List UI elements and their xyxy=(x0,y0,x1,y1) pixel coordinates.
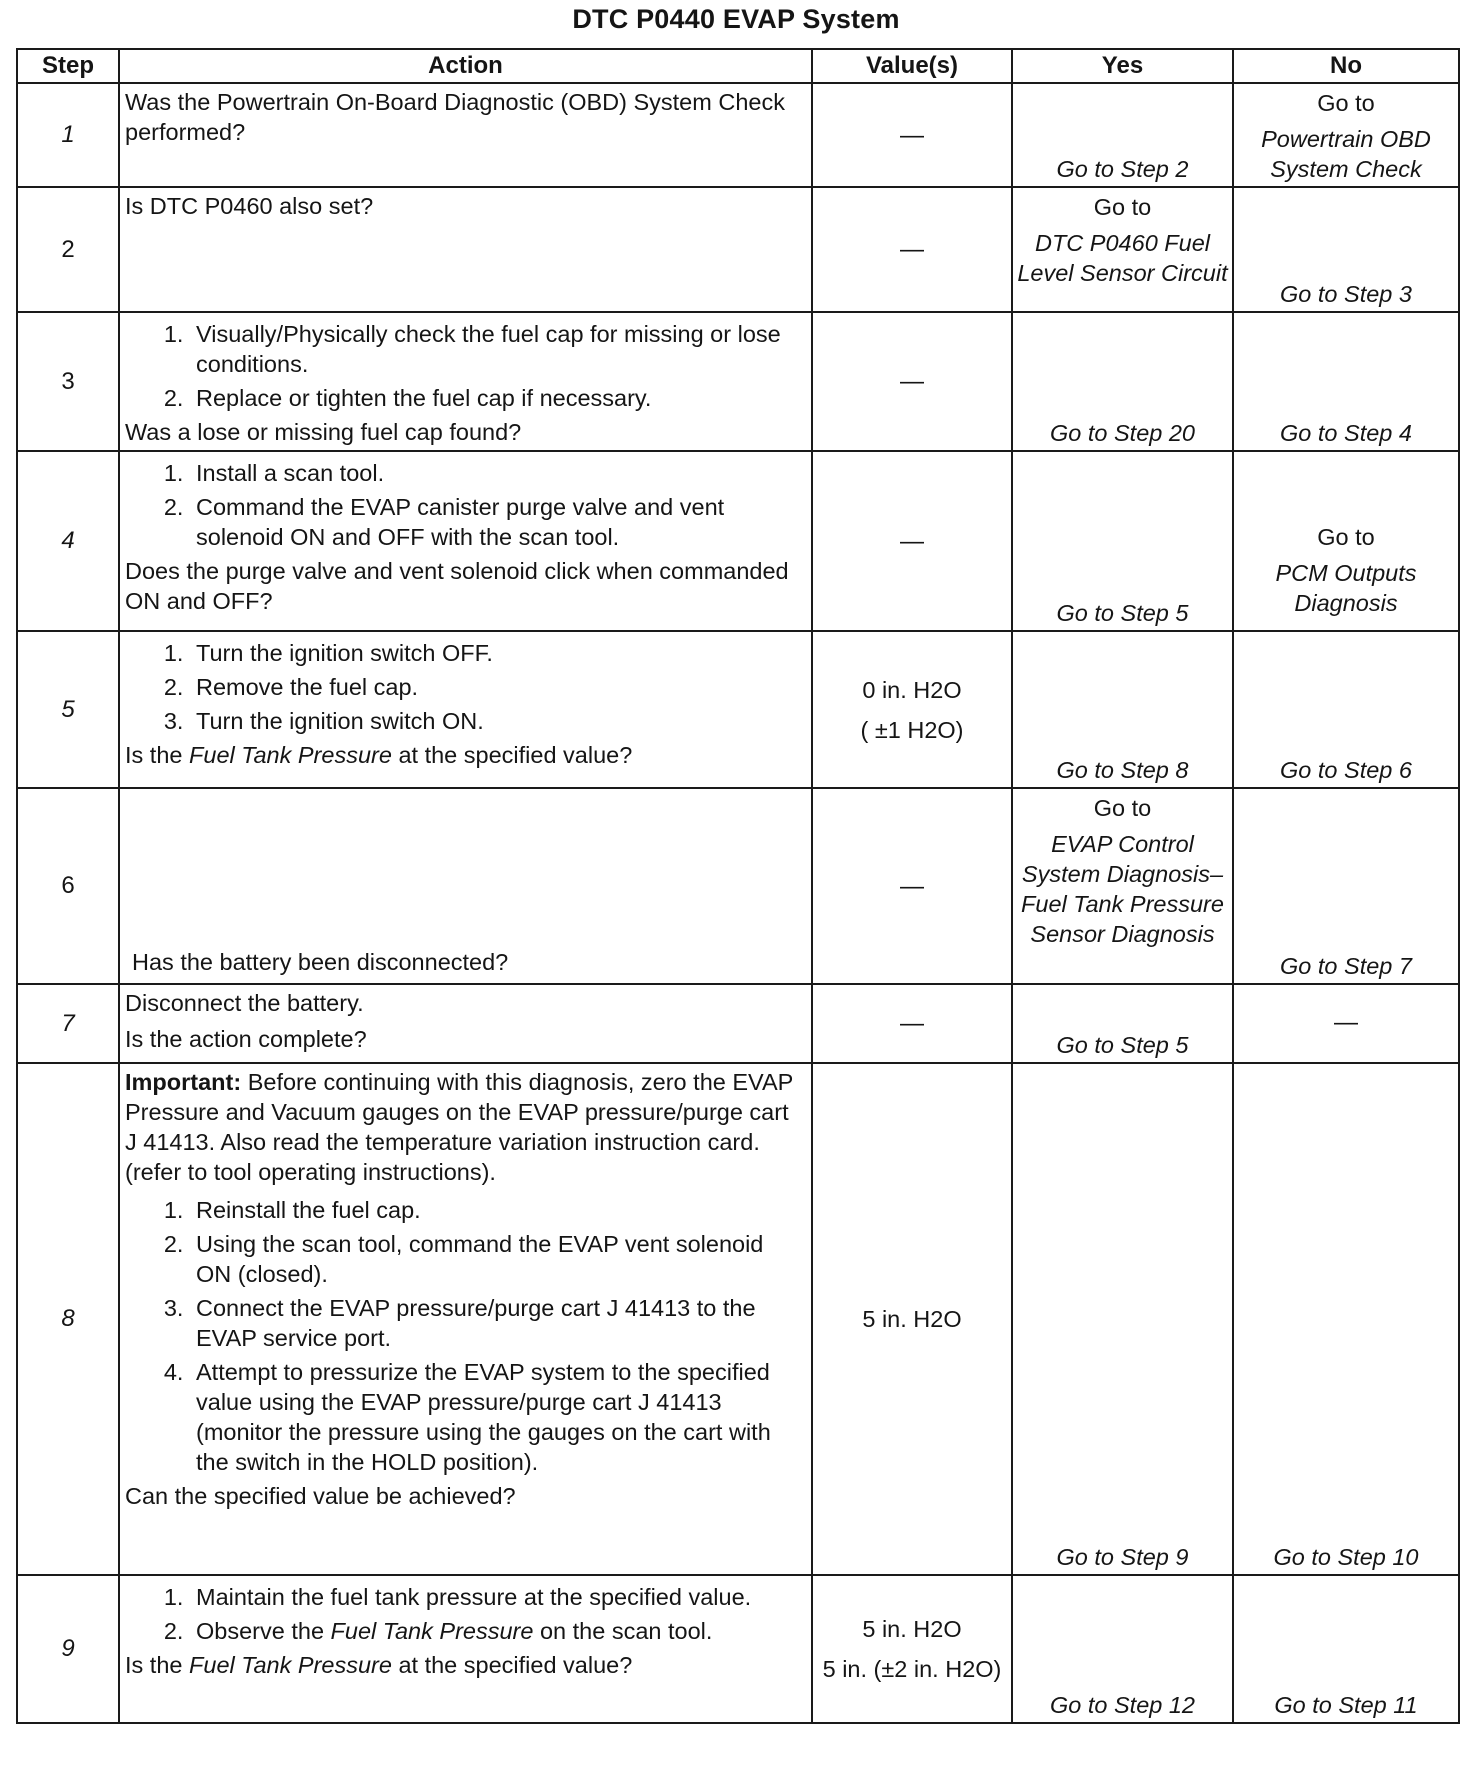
table-row xyxy=(17,788,1459,984)
step-text: on the scan tool. xyxy=(533,1618,713,1644)
action-cell xyxy=(119,984,812,1063)
yes-link[interactable]: Go to Step 12 xyxy=(1049,1692,1196,1718)
yes-cell xyxy=(1012,1063,1233,1575)
yes-link[interactable]: Go to Step 20 xyxy=(1049,420,1196,446)
no-cell xyxy=(1233,187,1459,312)
fuel-tank-pressure-term: Fuel Tank Pressure xyxy=(189,742,392,768)
step-number: 1 xyxy=(17,83,119,187)
action-step xyxy=(190,1616,805,1646)
table-row xyxy=(17,187,1459,312)
step-number: 4 xyxy=(17,451,119,631)
action-cell xyxy=(119,788,812,984)
action-step: 4. Attempt to pressurize the EVAP system to the specified value using the EVAP pressure/purge cart J 41413 (monitor the pressure using the gauges on the cart with the switch in the HOLD position). xyxy=(190,1357,805,1477)
action-step: 1. Install a scan tool. xyxy=(190,458,805,488)
action-question: Does the purge valve and vent solenoid click when commanded ON and OFF? xyxy=(125,558,789,614)
yes-link[interactable]: Go to Step 5 xyxy=(1056,1032,1189,1058)
no-link[interactable]: Go to Step 10 xyxy=(1273,1544,1419,1570)
no-link[interactable]: PCM Outputs Diagnosis xyxy=(1275,560,1417,616)
action-cell xyxy=(119,1063,812,1575)
yes-link[interactable]: Go to Step 9 xyxy=(1056,1544,1189,1570)
step-number: 2 xyxy=(17,187,119,312)
value-text: 5 in. H2O xyxy=(862,1306,962,1332)
no-link[interactable]: Go to Step 3 xyxy=(1280,281,1412,307)
action-step: 2. Remove the fuel cap. xyxy=(190,672,805,702)
action-instruction: Disconnect the battery. xyxy=(125,990,364,1016)
value-cell xyxy=(812,451,1012,631)
action-question: Was the Powertrain On-Board Diagnostic (OBD) System Check performed? xyxy=(125,89,785,145)
no-cell xyxy=(1233,1063,1459,1575)
yes-cell xyxy=(1012,83,1233,187)
value-text: 0 in. H2O xyxy=(862,676,962,703)
yes-link[interactable]: Go to Step 8 xyxy=(1056,757,1189,783)
value-cell xyxy=(812,312,1012,451)
fuel-tank-pressure-term: Fuel Tank Pressure xyxy=(189,1652,392,1678)
step-number: 6 xyxy=(17,788,119,984)
no-value: — xyxy=(1334,1009,1358,1036)
fuel-tank-pressure-term: Fuel Tank Pressure xyxy=(330,1618,534,1644)
table-row xyxy=(17,1575,1459,1723)
yes-cell xyxy=(1012,1575,1233,1723)
header-yes: Yes xyxy=(1012,49,1233,83)
no-link[interactable]: Go to Step 4 xyxy=(1280,420,1412,446)
step-text: Observe the xyxy=(196,1618,331,1644)
action-step: 2. Command the EVAP canister purge valve and vent solenoid ON and OFF with the scan tool. xyxy=(190,492,805,552)
yes-cell xyxy=(1012,312,1233,451)
yes-link[interactable]: EVAP Control System Diagnosis–Fuel Tank Pressure Sensor Diagnosis xyxy=(1021,831,1224,947)
table-row xyxy=(17,83,1459,187)
action-cell xyxy=(119,1575,812,1723)
no-link[interactable]: Go to Step 7 xyxy=(1280,953,1412,979)
action-question: Is DTC P0460 also set? xyxy=(125,193,374,219)
no-link[interactable]: Powertrain OBD System Check xyxy=(1261,126,1431,182)
no-go-to-label: Go to xyxy=(1317,90,1375,116)
no-go-to-label: Go to xyxy=(1317,524,1375,550)
no-cell xyxy=(1233,788,1459,984)
yes-go-to-label: Go to xyxy=(1093,795,1152,821)
action-question: Is the action complete? xyxy=(125,1026,367,1052)
yes-go-to-label: Go to xyxy=(1093,194,1152,220)
action-cell xyxy=(119,451,812,631)
no-link[interactable]: Go to Step 11 xyxy=(1274,1692,1418,1718)
action-step: 3. Connect the EVAP pressure/purge cart J 41413 to the EVAP service port. xyxy=(190,1293,805,1353)
header-no: No xyxy=(1233,49,1459,83)
action-step: 1. Maintain the fuel tank pressure at the specified value. xyxy=(190,1582,805,1612)
step-number: 7 xyxy=(17,984,119,1063)
yes-cell xyxy=(1012,788,1233,984)
value-text: — xyxy=(900,527,924,555)
no-cell xyxy=(1233,1575,1459,1723)
no-cell xyxy=(1233,451,1459,631)
action-steps xyxy=(125,1582,805,1646)
value-tolerance: ( ±1 H2O) xyxy=(860,716,964,743)
value-text: — xyxy=(900,121,924,149)
action-question xyxy=(125,1650,805,1680)
yes-cell xyxy=(1012,187,1233,312)
important-note xyxy=(125,1067,805,1187)
question-text: Is the xyxy=(125,1652,190,1678)
yes-cell xyxy=(1012,984,1233,1063)
step-number: 9 xyxy=(17,1575,119,1723)
step-number: 3 xyxy=(17,312,119,451)
table-row xyxy=(17,984,1459,1063)
document-title: DTC P0440 EVAP System xyxy=(572,4,900,34)
table-row xyxy=(17,451,1459,631)
step-number: 8 xyxy=(17,1063,119,1575)
step-number: 5 xyxy=(17,631,119,788)
header-action: Action xyxy=(119,49,812,83)
action-question: Can the specified value be achieved? xyxy=(125,1483,516,1509)
table-row xyxy=(17,1063,1459,1575)
action-question xyxy=(125,740,805,770)
action-step: 1. Visually/Physically check the fuel cap for missing or lose conditions. xyxy=(190,319,805,379)
table-row xyxy=(17,312,1459,451)
yes-link[interactable]: Go to Step 5 xyxy=(1056,600,1189,626)
value-text: — xyxy=(900,368,924,395)
no-cell xyxy=(1233,984,1459,1063)
important-label: Important: xyxy=(125,1069,242,1095)
action-steps xyxy=(125,319,805,413)
value-cell xyxy=(812,1575,1012,1723)
value-text: — xyxy=(900,1010,924,1037)
action-step: 1. Turn the ignition switch OFF. xyxy=(190,638,805,668)
value-cell xyxy=(812,788,1012,984)
action-step: 1. Reinstall the fuel cap. xyxy=(190,1195,805,1225)
question-text: Is the xyxy=(125,742,190,768)
yes-cell xyxy=(1012,451,1233,631)
value-text: — xyxy=(900,236,924,263)
action-steps xyxy=(125,458,805,552)
header-step: Step xyxy=(17,49,119,83)
diagnostic-table xyxy=(16,48,1460,1724)
value-cell xyxy=(812,984,1012,1063)
important-text: Before continuing with this diagnosis, zero the EVAP Pressure and Vacuum gauges on the EVAP pressure/purge cart J 41413. Also read the temperature variation instruction card. (refer to tool operating instructions). xyxy=(125,1069,793,1185)
action-cell xyxy=(119,631,812,788)
action-step: 3. Turn the ignition switch ON. xyxy=(190,706,805,736)
action-step: 2. Using the scan tool, command the EVAP vent solenoid ON (closed). xyxy=(190,1229,805,1289)
value-text: 5 in. H2O xyxy=(862,1616,962,1642)
value-tolerance: 5 in. (±2 in. H2O) xyxy=(822,1656,1002,1682)
action-step: 2. Replace or tighten the fuel cap if necessary. xyxy=(190,383,805,413)
action-cell xyxy=(119,312,812,451)
value-cell xyxy=(812,1063,1012,1575)
yes-cell xyxy=(1012,631,1233,788)
question-text: at the specified value? xyxy=(391,742,633,768)
action-steps xyxy=(125,1195,805,1477)
action-question: Has the battery been disconnected? xyxy=(132,949,509,975)
header-values: Value(s) xyxy=(812,49,1012,83)
no-cell xyxy=(1233,631,1459,788)
value-cell xyxy=(812,187,1012,312)
value-text: — xyxy=(900,872,924,900)
no-cell xyxy=(1233,312,1459,451)
value-cell xyxy=(812,631,1012,788)
action-steps xyxy=(125,638,805,736)
yes-link[interactable]: Go to Step 2 xyxy=(1056,156,1189,182)
yes-link[interactable]: DTC P0460 Fuel Level Sensor Circuit xyxy=(1017,230,1228,286)
action-cell xyxy=(119,187,812,312)
value-cell xyxy=(812,83,1012,187)
no-cell xyxy=(1233,83,1459,187)
action-question: Was a lose or missing fuel cap found? xyxy=(125,419,522,445)
no-link[interactable]: Go to Step 6 xyxy=(1280,757,1412,783)
question-text: at the specified value? xyxy=(391,1652,633,1678)
action-cell xyxy=(119,83,812,187)
table-row xyxy=(17,631,1459,788)
header-row xyxy=(17,49,1459,83)
